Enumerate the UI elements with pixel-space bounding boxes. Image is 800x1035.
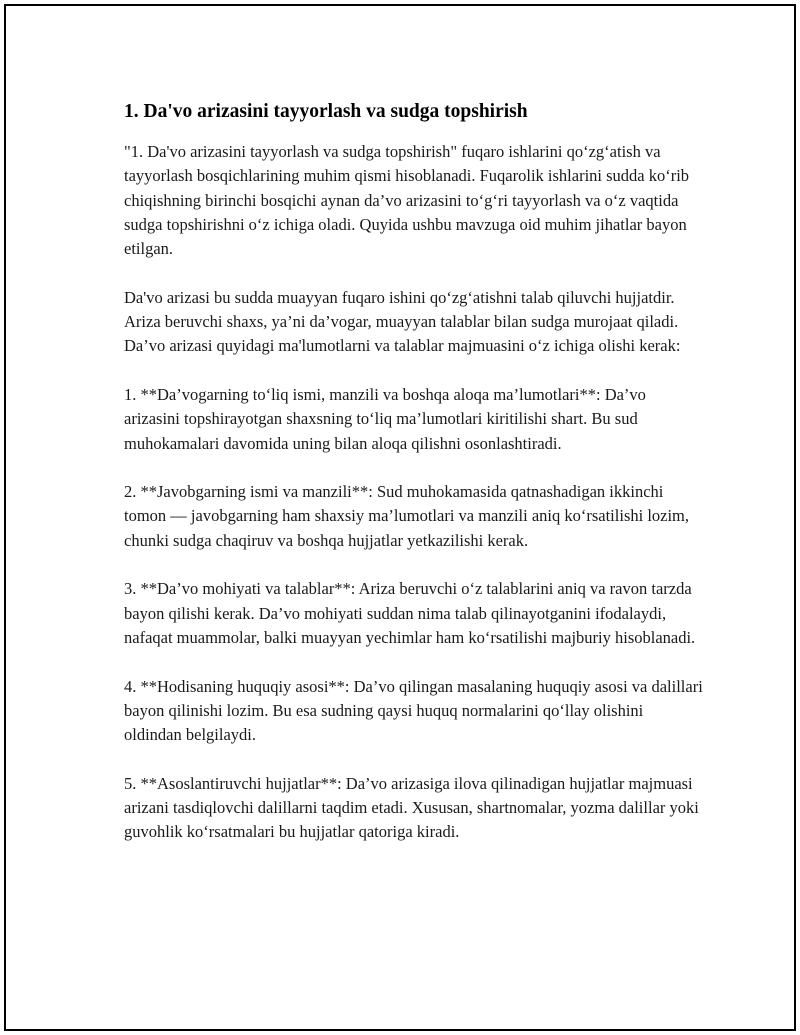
- list-item-claimant-info: 1. **Da’vogarning to‘liq ismi, manzili va boshqa aloqa ma’lumotlari**: Da’vo arizasini topshirayotgan shaxsning to‘liq ma’lumotlari kiritilishi shart. Bu sud muhokamalari davomida uning bilan aloqa qilishni osonlashtiradi.: [124, 384, 646, 453]
- page-frame: [4, 4, 796, 1031]
- document-title: 1. Da'vo arizasini tayyorlash va sudga topshirish: [124, 101, 528, 122]
- list-item-legal-basis: 4. **Hodisaning huquqiy asosi**: Da’vo qilingan masalaning huquqiy asosi va dalillari bayon qilinishi lozim. Bu esa sudning qaysi huquq normalarini qo‘llay olishini oldindan belgilaydi.: [124, 676, 703, 745]
- definition-paragraph: Da'vo arizasi bu sudda muayyan fuqaro ishini qo‘zg‘atishni talab qiluvchi hujjatdir. Ariza beruvchi shaxs, ya’ni da’vogar, muayyan talablar bilan sudga murojaat qiladi. Da’vo arizasi quyidagi ma'lumotlarni va talablar majmuasini o‘z ichiga olishi kerak:: [124, 287, 681, 356]
- document-body: [124, 100, 704, 845]
- intro-paragraph: "1. Da'vo arizasini tayyorlash va sudga topshirish" fuqaro ishlarini qo‘zg‘atish va tayyorlash bosqichlarining muhim qismi hisoblanadi. Fuqarolik ishlarini sudda ko‘rib chiqishning birinchi bosqichi aynan da’vo arizasini to‘g‘ri tayyorlash va o‘z vaqtida sudga topshirishni o‘z ichiga oladi. Quyida ushbu mavzuga oid muhim jihatlar bayon etilgan.: [124, 142, 690, 259]
- list-item-claim-essence: 3. **Da’vo mohiyati va talablar**: Ariza beruvchi o‘z talablarini aniq va ravon tarzda bayon qilishi kerak. Da’vo mohiyati suddan nima talab qilinayotganini ifodalaydi, nafaqat muammolar, balki muayyan yechimlar ham ko‘rsatilishi majburiy hisoblanadi.: [124, 579, 696, 647]
- list-item-defendant-info: 2. **Javobgarning ismi va manzili**: Sud muhokamasida qatnashadigan ikkinchi tomon — javobgarning ham shaxsiy ma’lumotlari va manzili aniq ko‘rsatilishi lozim, chunki sudga chaqiruv va boshqa hujjatlar yetkazilishi kerak.: [124, 482, 690, 550]
- list-item-supporting-documents: 5. **Asoslantiruvchi hujjatlar**: Da’vo arizasiga ilova qilinadigan hujjatlar majmuasi arizani tasdiqlovchi dalillarni taqdim etadi. Xususan, shartnomalar, yozma dalillar yoki guvohlik ko‘rsatmalari bu hujjatlar qatoriga kiradi.: [124, 773, 699, 842]
